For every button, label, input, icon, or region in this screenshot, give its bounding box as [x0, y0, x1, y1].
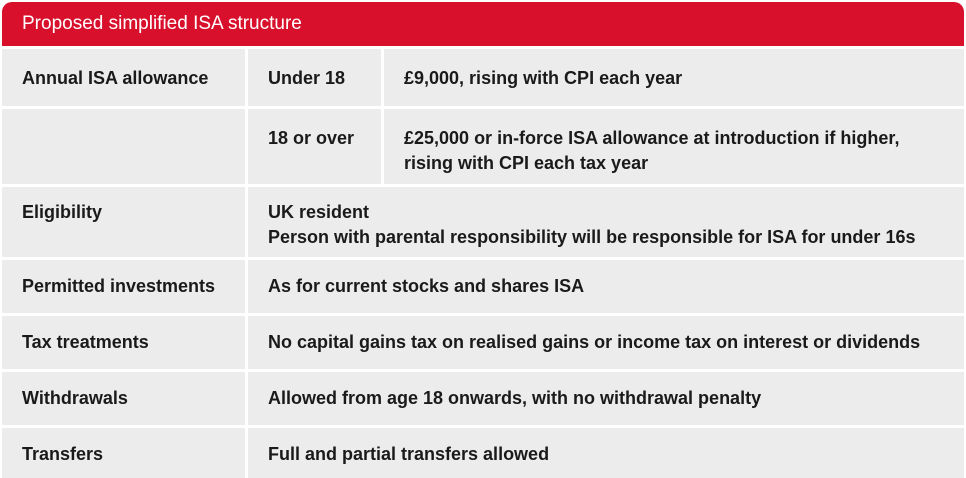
table-row-eligibility: [2, 187, 964, 257]
row-label-tax-treatments: Tax treatments: [22, 332, 149, 352]
row-label-annual-allowance: Annual ISA allowance: [22, 68, 209, 88]
tax-treatments-value: No capital gains tax on realised gains or income tax on interest or dividends: [268, 332, 921, 352]
age-band-under-18: Under 18: [268, 68, 346, 88]
row-label-transfers: Transfers: [22, 444, 104, 464]
allowance-18-or-over-value: £25,000 or in-force ISA allowance at introduction if higher, rising with CPI each tax year: [404, 128, 900, 173]
table-row-permitted-investments: [2, 260, 964, 313]
table-row-transfers: [2, 428, 964, 478]
allowance-under-18-value: £9,000, rising with CPI each year: [404, 68, 683, 88]
age-band-18-or-over: 18 or over: [268, 128, 355, 148]
table-row-withdrawals: [2, 372, 964, 425]
table-row-tax-treatments: [2, 316, 964, 369]
row-label-permitted-investments: Permitted investments: [22, 276, 216, 296]
row-label-empty: [2, 109, 245, 184]
eligibility-value: UK resident Person with parental responsibility will be responsible for ISA for under 16s: [268, 202, 916, 247]
row-label-withdrawals: Withdrawals: [22, 388, 128, 408]
transfers-value: Full and partial transfers allowed: [268, 444, 550, 464]
row-label-eligibility: Eligibility: [22, 202, 103, 222]
permitted-investments-value: As for current stocks and shares ISA: [268, 276, 585, 296]
table-title: Proposed simplified ISA structure: [2, 2, 964, 46]
table-row-allowance-18-or-over: [2, 109, 964, 184]
withdrawals-value: Allowed from age 18 onwards, with no withdrawal penalty: [268, 388, 762, 408]
table-row-allowance-under-18: [2, 49, 964, 106]
isa-structure-table: [2, 2, 964, 478]
